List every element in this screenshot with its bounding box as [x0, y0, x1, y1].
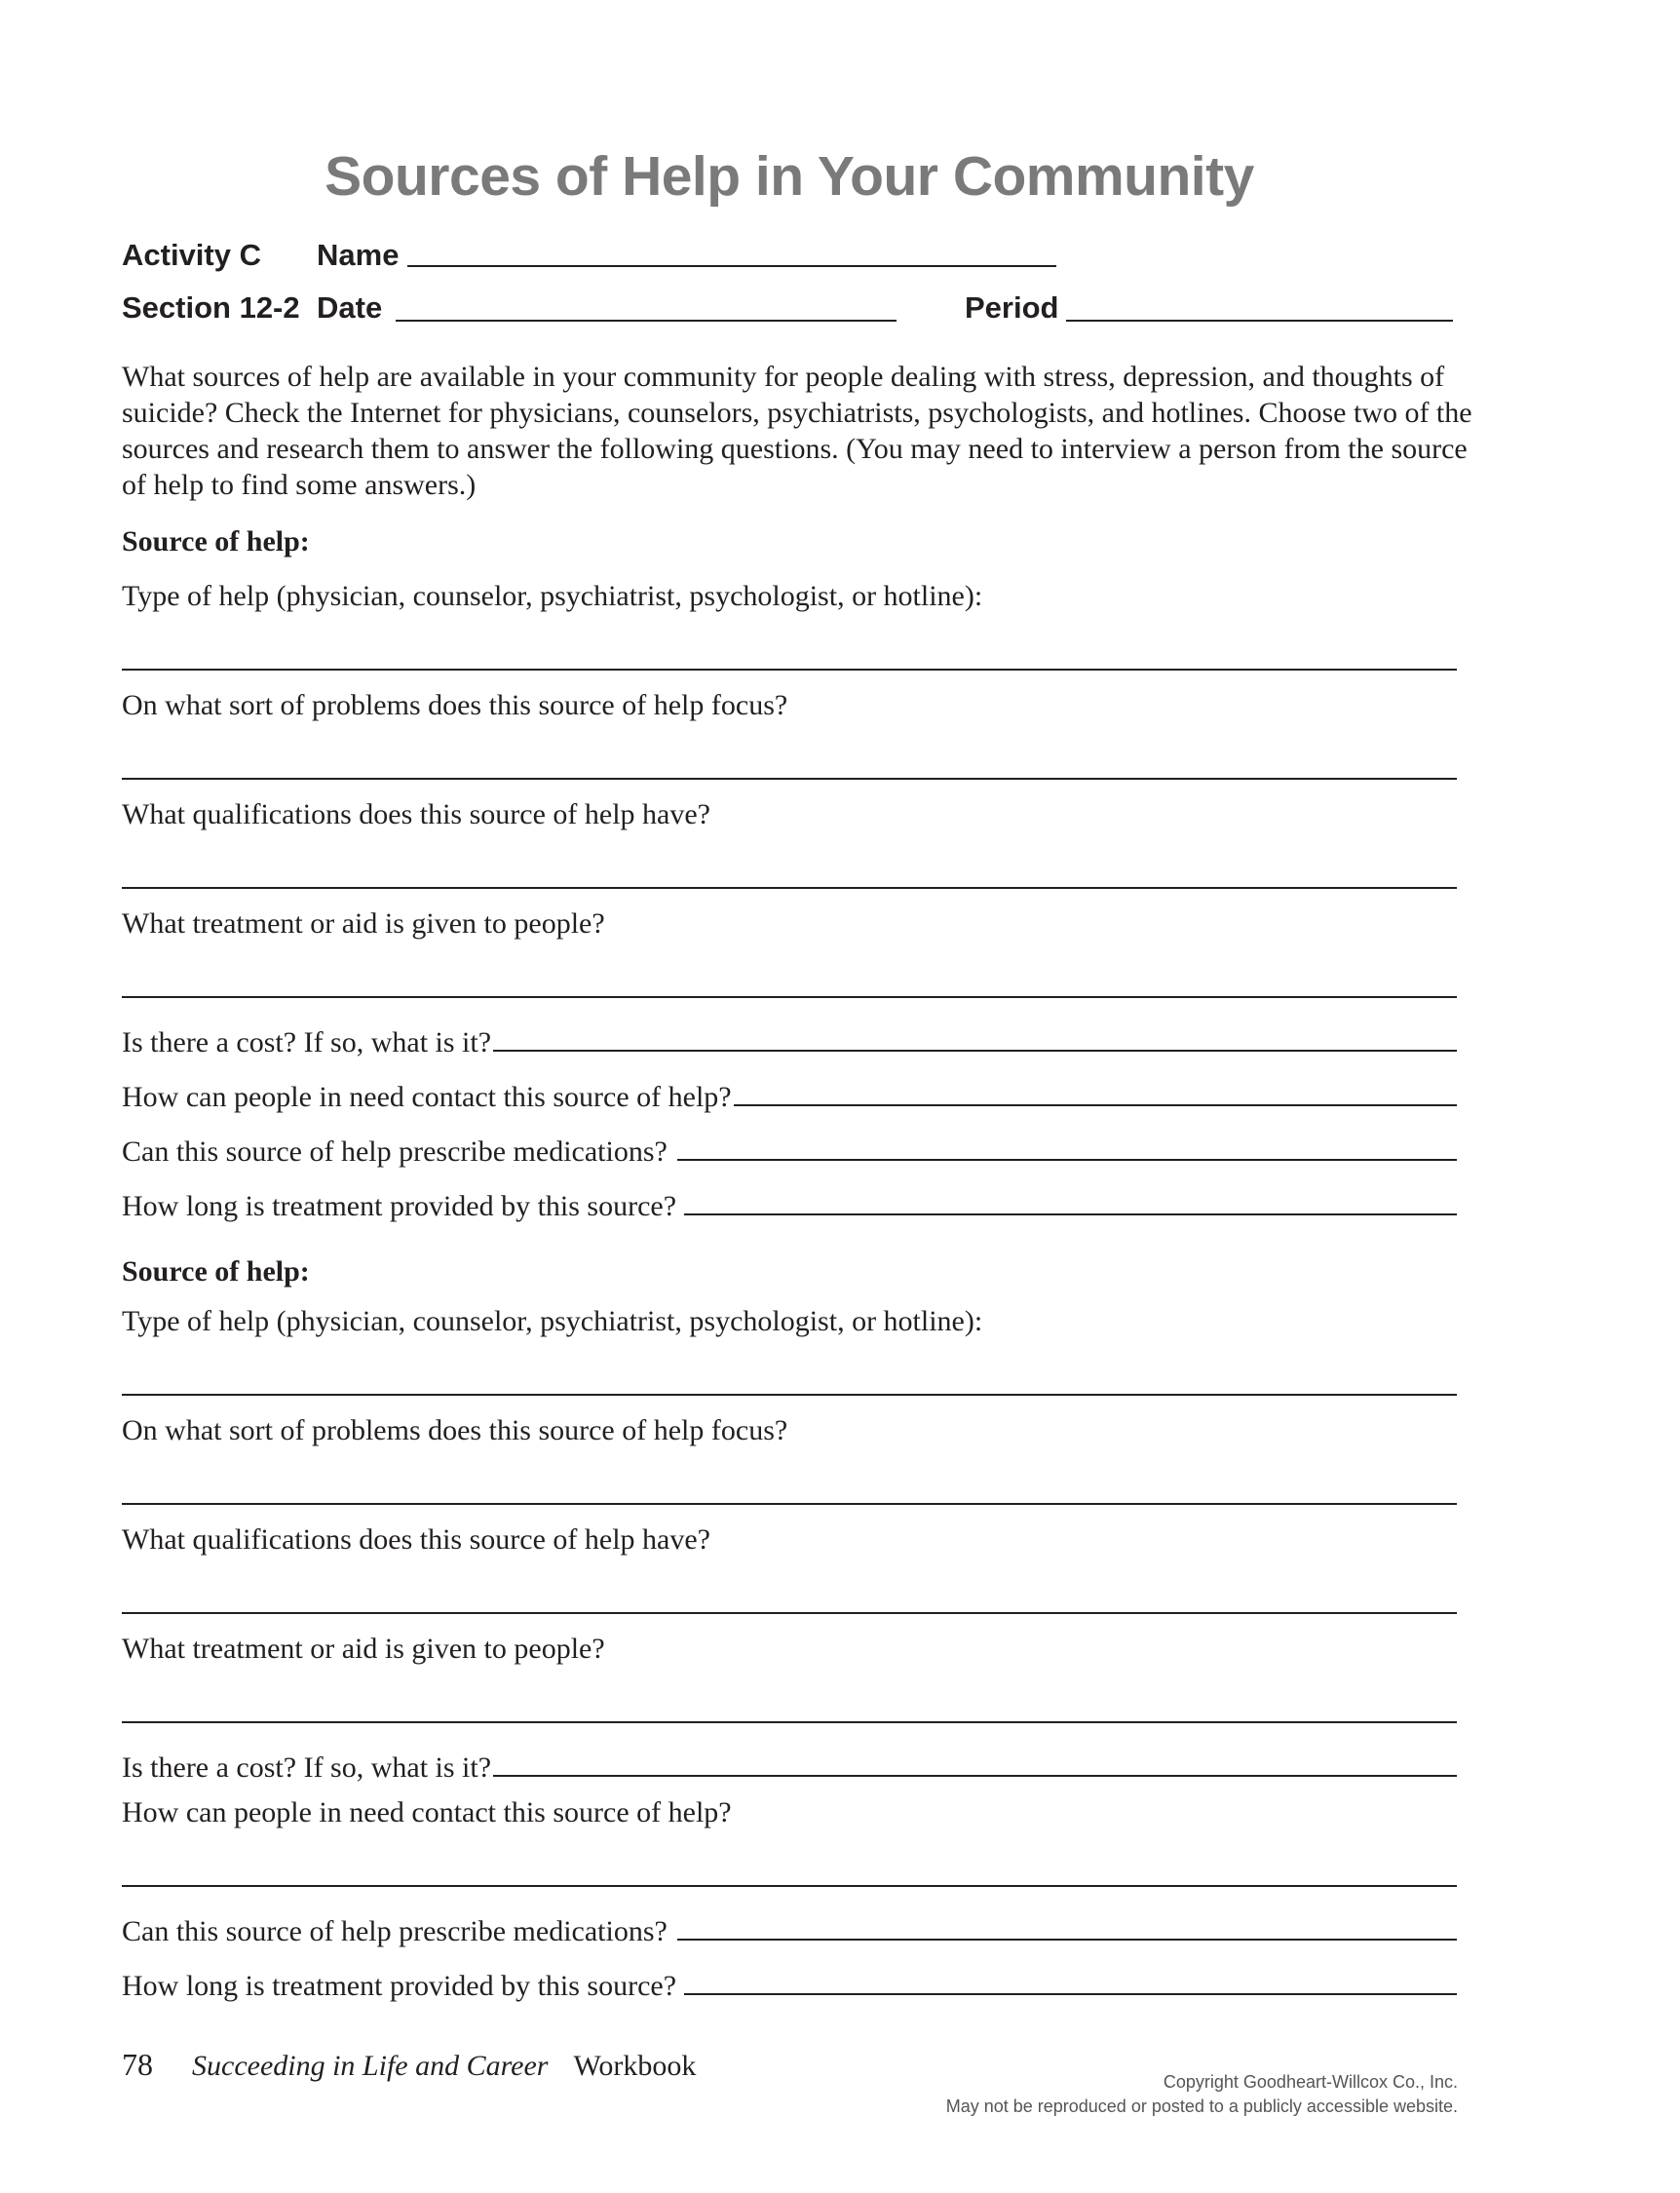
question-label: What qualifications does this source of help have?: [122, 798, 710, 830]
question-label: What treatment or aid is given to people?: [122, 907, 605, 940]
answer-line[interactable]: [122, 669, 1457, 671]
question-qualifications: [122, 1513, 1457, 1622]
question-label: On what sort of problems does this source of help focus?: [122, 1414, 788, 1446]
question-label: Can this source of help prescribe medications?: [122, 1135, 668, 1168]
question-cost: [122, 1006, 1457, 1060]
question-treatment: [122, 897, 1457, 1006]
source-heading: Source of help:: [122, 1255, 310, 1288]
activity-label: Activity C: [122, 238, 261, 272]
question-label: How long is treatment provided by this source?: [122, 1970, 677, 2002]
question-cost: [122, 1731, 1457, 1786]
answer-line[interactable]: [684, 1213, 1457, 1215]
question-type: [122, 569, 1457, 678]
question-label: Is there a cost? If so, what is it?: [122, 1751, 492, 1784]
book-title: Succeeding in Life and Career: [192, 2050, 549, 2082]
question-qualifications: [122, 788, 1457, 897]
footer-left: [122, 2047, 696, 2083]
answer-line[interactable]: [677, 1159, 1457, 1161]
question-label: How long is treatment provided by this source?: [122, 1190, 677, 1222]
answer-line[interactable]: [122, 1503, 1457, 1505]
question-label: What treatment or aid is given to people?: [122, 1633, 605, 1665]
period-field[interactable]: [1066, 320, 1453, 322]
question-type: [122, 1294, 1457, 1404]
question-medications: [122, 1115, 1457, 1170]
question-label: Is there a cost? If so, what is it?: [122, 1026, 492, 1058]
question-treatment: [122, 1622, 1457, 1731]
question-label: How can people in need contact this source of help?: [122, 1796, 732, 1828]
copyright-text: Copyright Goodheart-Willcox Co., Inc.: [1163, 2072, 1458, 2092]
date-field[interactable]: [396, 320, 897, 322]
question-duration: [122, 1949, 1457, 2004]
question-label: Type of help (physician, counselor, psychiatrist, psychologist, or hotline):: [122, 1305, 983, 1337]
page-number: 78: [122, 2047, 153, 2082]
name-label: Name: [317, 238, 400, 272]
answer-line[interactable]: [122, 1612, 1457, 1614]
answer-line[interactable]: [493, 1775, 1457, 1777]
answer-line[interactable]: [122, 1721, 1457, 1723]
question-label: Type of help (physician, counselor, psychiatrist, psychologist, or hotline):: [122, 580, 983, 612]
section-label: Section 12-2: [122, 290, 300, 325]
answer-line[interactable]: [122, 1885, 1457, 1887]
source-heading: Source of help:: [122, 525, 310, 558]
question-contact: [122, 1786, 1457, 1895]
name-field[interactable]: [407, 265, 1056, 267]
answer-line[interactable]: [122, 1394, 1457, 1396]
answer-line[interactable]: [122, 887, 1457, 889]
question-problems: [122, 678, 1457, 788]
source-block-1: [122, 515, 1457, 1224]
answer-line[interactable]: [684, 1993, 1457, 1995]
question-label: What qualifications does this source of help have?: [122, 1523, 710, 1556]
question-label: How can people in need contact this source of help?: [122, 1081, 732, 1113]
footer-copyright: [946, 2070, 1458, 2119]
question-contact: [122, 1060, 1457, 1115]
period-label: Period: [965, 290, 1059, 325]
reproduction-notice: May not be reproduced or posted to a publicly accessible website.: [945, 2097, 1458, 2116]
answer-line[interactable]: [122, 778, 1457, 780]
instructions: What sources of help are available in your community for people dealing with stress, depression, and thoughts of suicide? Check the Internet for physicians, counselors, psychiatrists, psychologists, and hotlines. Choose two of the sources and research them to answer the following questions. (You may need to interview a person from the source of help to find some answers.): [122, 361, 1472, 501]
date-label: Date: [317, 290, 383, 325]
page-title: Sources of Help in Your Community: [325, 145, 1254, 208]
answer-line[interactable]: [122, 996, 1457, 998]
question-medications: [122, 1895, 1457, 1949]
answer-line[interactable]: [677, 1939, 1457, 1941]
question-label: On what sort of problems does this source of help focus?: [122, 689, 788, 721]
question-problems: [122, 1404, 1457, 1513]
answer-line[interactable]: [493, 1050, 1457, 1052]
book-type: Workbook: [573, 2050, 697, 2082]
question-label: Can this source of help prescribe medications?: [122, 1915, 668, 1947]
answer-line[interactable]: [734, 1104, 1457, 1106]
source-block-2: [122, 1250, 1457, 2004]
question-duration: [122, 1170, 1457, 1224]
